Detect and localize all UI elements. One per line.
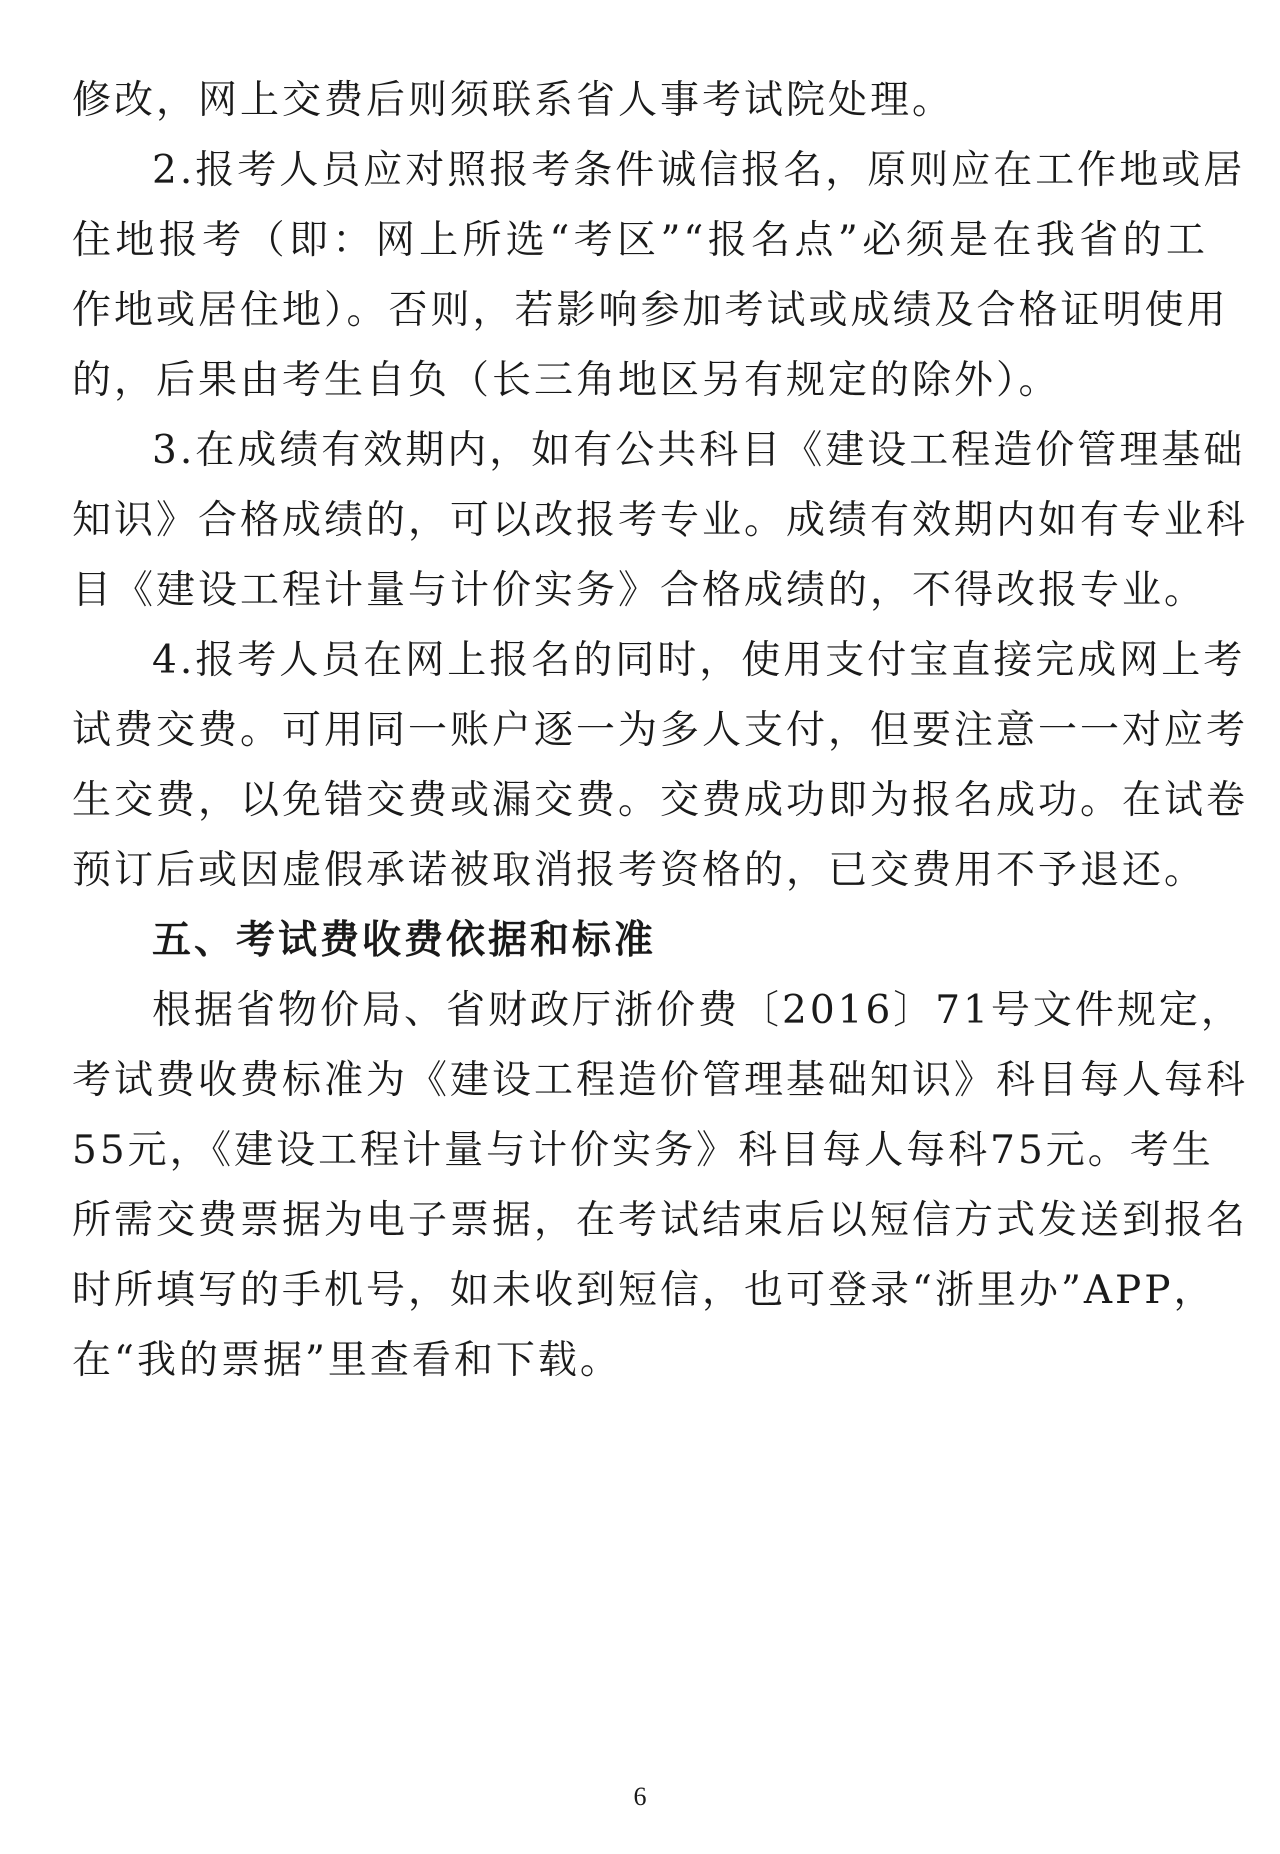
paragraph-line: 根据省物价局、省财政厅浙价费〔2016〕71号文件规定， [152,988,1243,1033]
paragraph-line: 作地或居住地）。否则，若影响参加考试或成绩及合格证明使用 [72,288,1229,333]
paragraph-line: 预订后或因虚假承诺被取消报考资格的，已交费用不予退还。 [72,848,1207,893]
paragraph-line: 2.报考人员应对照报考条件诚信报名，原则应在工作地或居 [152,148,1246,193]
paragraph-line: 生交费，以免错交费或漏交费。交费成功即为报名成功。在试卷 [72,778,1249,823]
paragraph-line: 在“我的票据”里查看和下载。 [72,1338,622,1383]
paragraph-line: 3.在成绩有效期内，如有公共科目《建设工程造价管理基础 [152,428,1246,473]
paragraph-line: 知识》合格成绩的，可以改报考专业。成绩有效期内如有专业科 [72,498,1249,543]
section-heading: 五、考试费收费依据和标准 [152,918,657,963]
page-number: 6 [633,1782,647,1811]
paragraph-line: 时所填写的手机号，如未收到短信，也可登录“浙里办”APP， [72,1268,1216,1313]
paragraph-line: 目《建设工程计量与计价实务》合格成绩的，不得改报专业。 [72,568,1207,613]
paragraph-line: 所需交费票据为电子票据，在考试结束后以短信方式发送到报名 [72,1198,1249,1243]
paragraph-line: 住地报考（即：网上所选“考区”“报名点”必须是在我省的工 [72,218,1208,263]
paragraph-line: 修改，网上交费后则须联系省人事考试院处理。 [72,78,955,123]
paragraph-line: 4.报考人员在网上报名的同时，使用支付宝直接完成网上考 [152,638,1246,683]
paragraph-line: 55元，《建设工程计量与计价实务》科目每人每科75元。考生 [72,1128,1214,1173]
paragraph-line: 考试费收费标准为《建设工程造价管理基础知识》科目每人每科 [72,1058,1249,1103]
paragraph-line: 试费交费。可用同一账户逐一为多人支付，但要注意一一对应考 [72,708,1249,753]
paragraph-line: 的，后果由考生自负（长三角地区另有规定的除外）。 [72,358,1061,403]
